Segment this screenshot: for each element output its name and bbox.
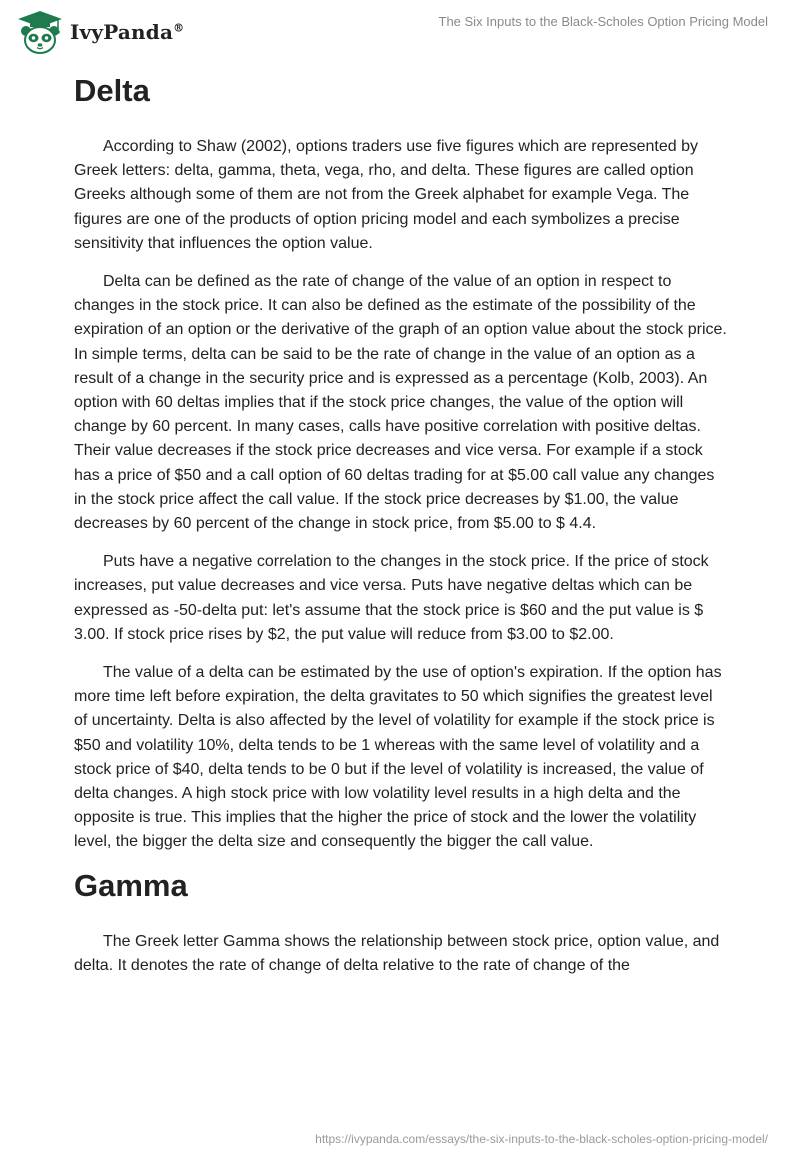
paragraph: The value of a delta can be estimated by the use of option's expiration. If the option has more time left before expiration, the delta gravitates to 50 which signifies the greatest level of uncertainty. Delta is also affected by the level of volatility for example if the stock price is $50 and volatility 10%, delta tends to be 1 whereas with the same level of volatility and a stock price of $40, delta tends to be 0 but if the level of volatility is increased, the value of delta changes. A high stock price with low volatility level results in a high delta and the opposite is true. This implies that the higher the price of stock and the lower the volatility level, the bigger the delta size and consequently the bigger the call value. [74, 664, 722, 851]
paragraph: The Greek letter Gamma shows the relationship between stock price, option value, and delta. It denotes the rate of change of delta relative to the rate of change of the [74, 932, 720, 974]
paragraph: Puts have a negative correlation to the changes in the stock price. If the price of stock increases, put value decreases and vice versa. Puts have negative deltas which can be expressed as -50-delta put: let's assume that the stock price is $60 and the put value is $ 3.00. If stock price rises by $2, the put value will reduce from $3.00 to $2.00. [74, 553, 709, 643]
source-url[interactable]: https://ivypanda.com/essays/the-six-inputs-to-the-black-scholes-option-pricing-model/ [315, 1132, 768, 1146]
section-heading-delta: Delta [74, 73, 150, 108]
section-heading-gamma: Gamma [74, 867, 188, 903]
article-body [74, 72, 730, 978]
document-title: The Six Inputs to the Black-Scholes Option Pricing Model [438, 14, 768, 29]
panda-graduate-logo-icon [16, 9, 64, 55]
brand-logo[interactable] [16, 8, 184, 56]
paragraph: According to Shaw (2002), options traders use five figures which are represented by Greek letters: delta, gamma, theta, vega, rho, and delta. These figures are called option Greeks although some of them are not from the Greek alphabet for example Vega. The figures are one of the products of option pricing model and each symbolizes a precise sensitivity that influences the option value. [74, 138, 698, 252]
brand-name: IvyPanda® [70, 20, 185, 44]
page-header [0, 0, 800, 62]
paragraph: Delta can be defined as the rate of change of the value of an option in respect to changes in the stock price. It can also be defined as the estimate of the possibility of the expiration of an option or the derivative of the graph of an option value about the stock price. In simple terms, delta can be said to be the rate of change in the value of an option as a result of a change in the security price and is expressed as a percentage (Kolb, 2003). An option with 60 deltas implies that if the stock price changes, the value of the option will change by 60 percent. In many cases, calls have positive correlation with positive deltas. Their value decreases if the stock price decreases and vice versa. For example if a stock has a price of $50 and a call option of 60 deltas trading for at $5.00 call value any changes in the stock price affect the call value. If the stock price decreases by $1.00, the value decreases by 60 percent of the change in stock price, from $5.00 to $ 4.4. [74, 273, 727, 533]
